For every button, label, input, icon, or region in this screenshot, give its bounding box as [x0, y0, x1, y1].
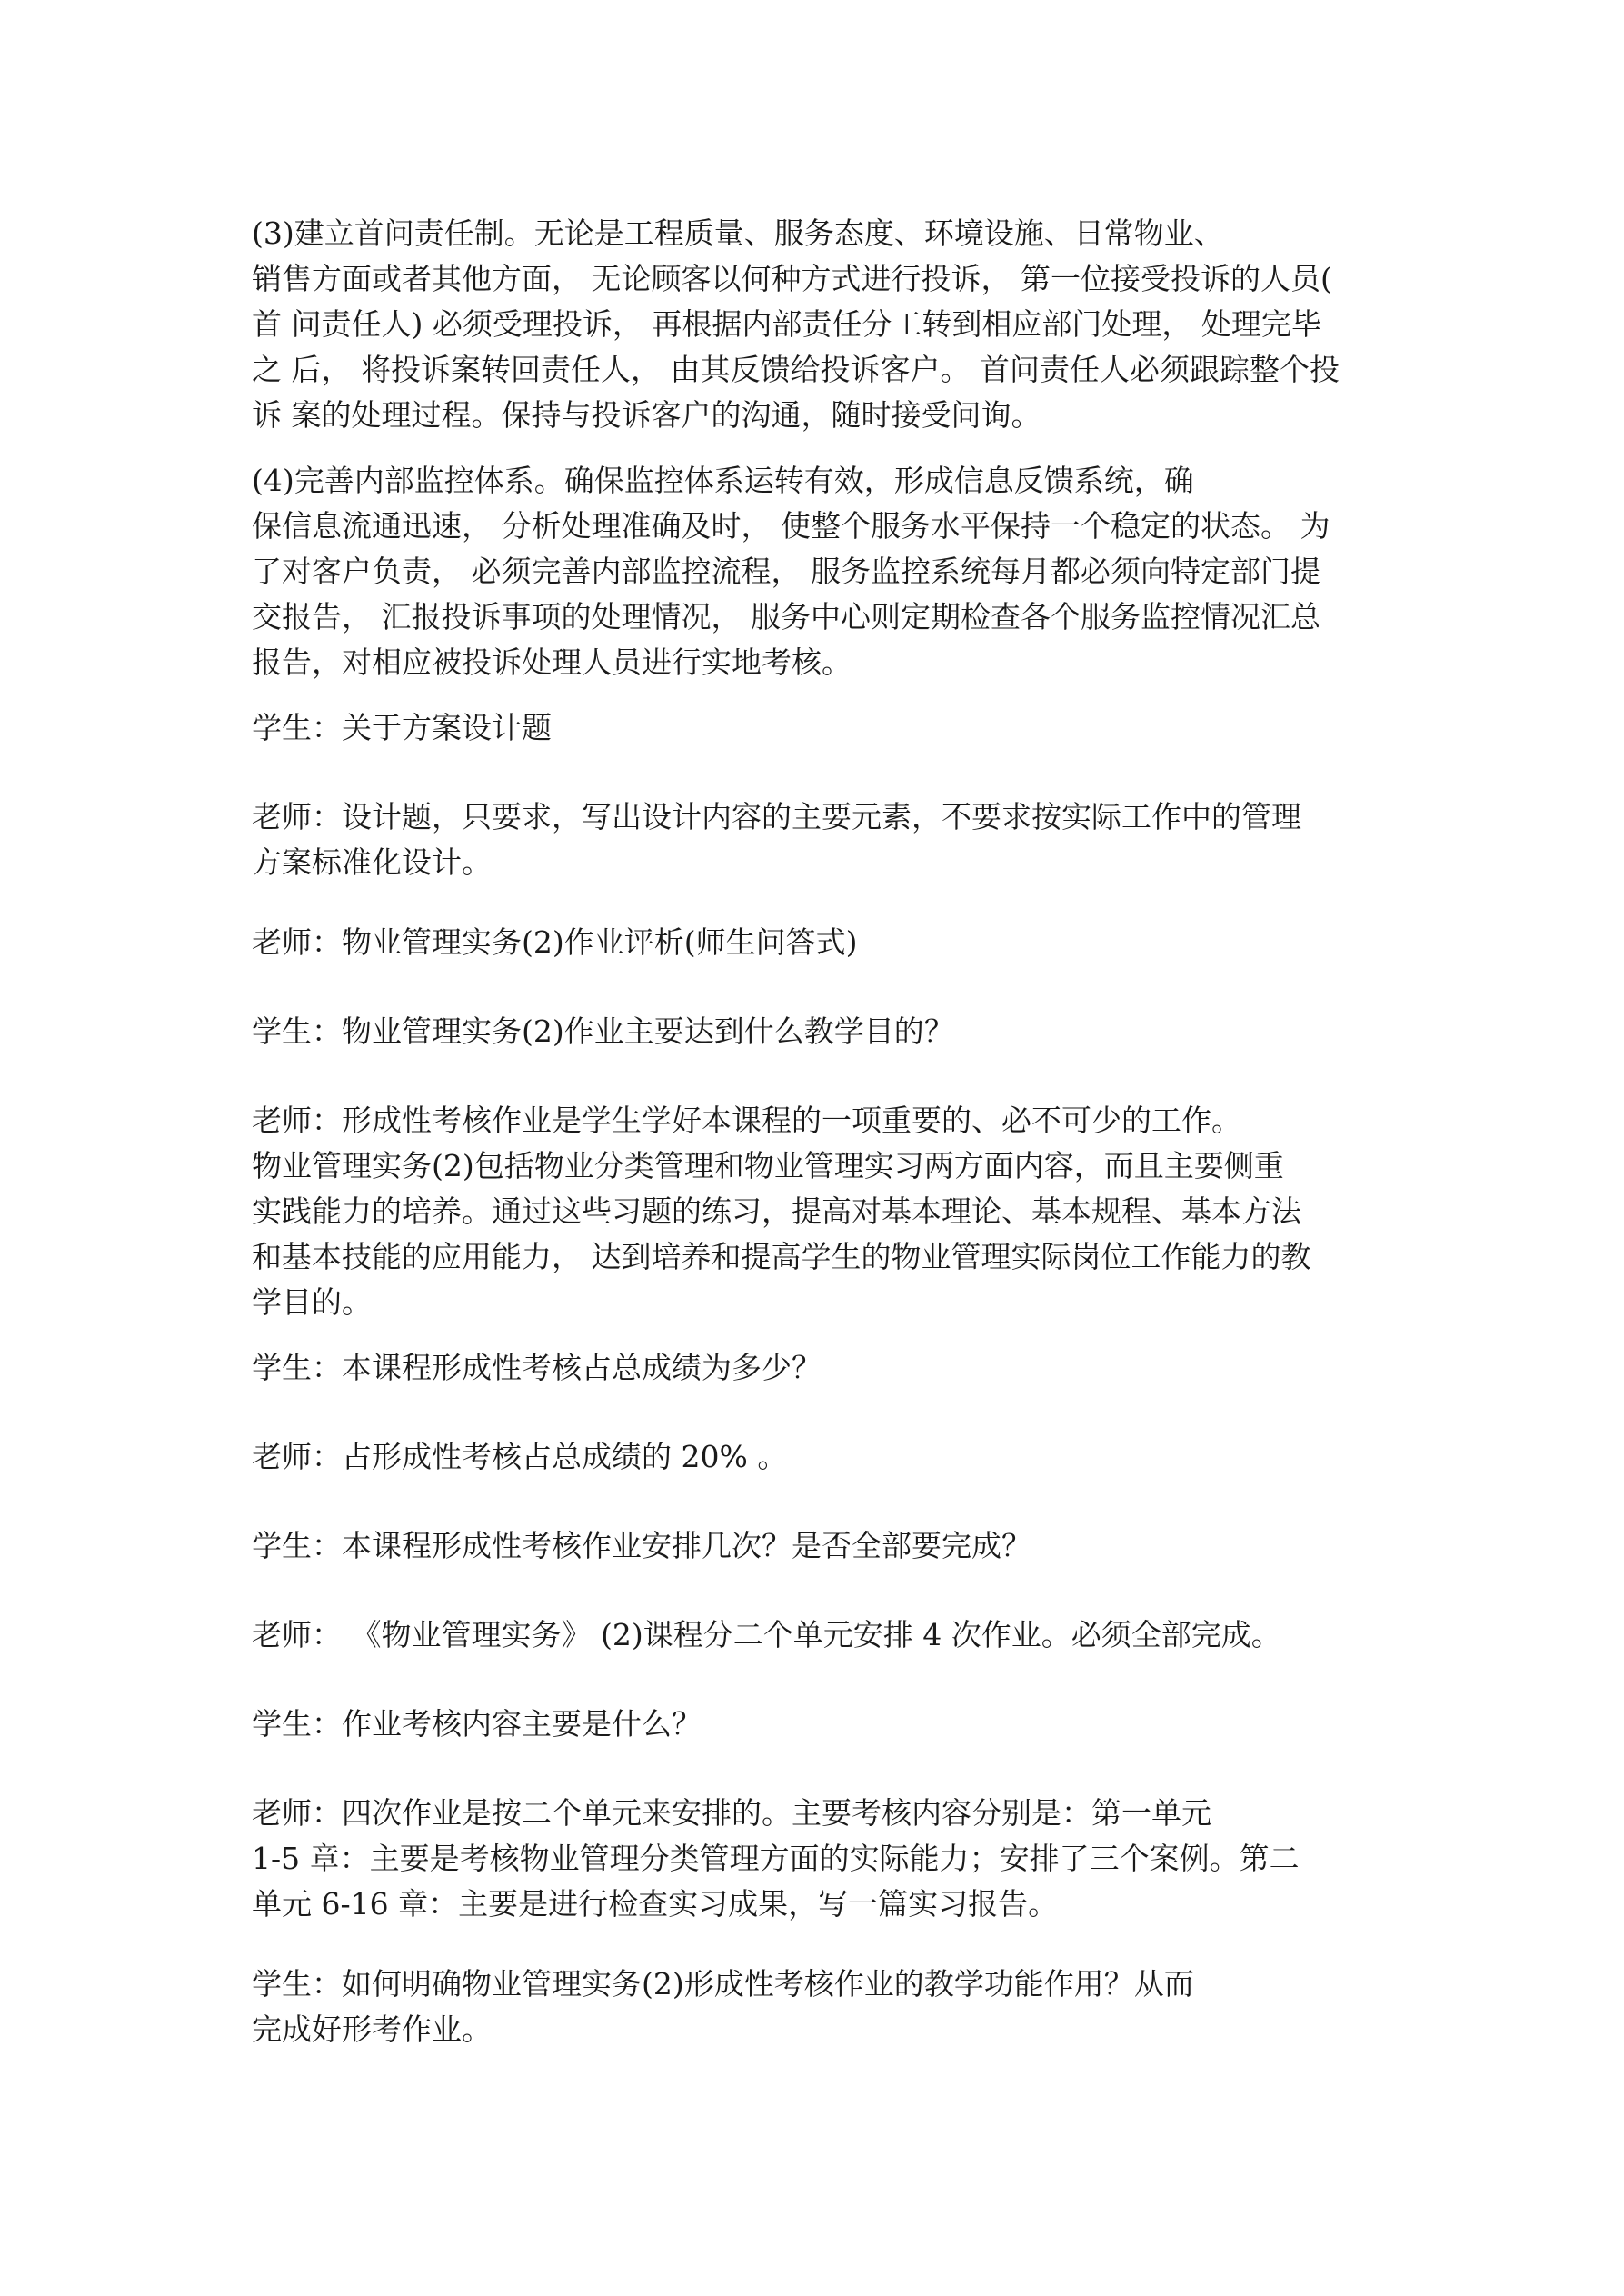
paragraph-student-teaching-function: 学生：如何明确物业管理实务(2)形成性考核作业的教学功能作用？从而 完成好形考作业。 — [252, 1966, 1194, 2047]
paragraph-student-design-question: 学生：关于方案设计题 — [252, 710, 552, 745]
paragraph-teacher-assignment-count: 老师： 《物业管理实务》 (2)课程分二个单元安排 4 次作业。必须全部完成。 — [252, 1617, 1281, 1652]
paragraph-student-assignment-count: 学生：本课程形成性考核作业安排几次？是否全部要完成？ — [252, 1528, 1031, 1563]
paragraph-teacher-score-share: 老师：占形成性考核占总成绩的 20% 。 — [252, 1439, 788, 1474]
paragraph-student-teaching-goal: 学生：物业管理实务(2)作业主要达到什么教学目的？ — [252, 1013, 954, 1049]
paragraph-internal-monitoring: (4)完善内部监控体系。确保监控体系运转有效，形成信息反馈系统，确 保信息流通迅速， 分析处理准确及时， 使整个服务水平保持一个稳定的状态。 为 了对客户负责， 必须完善内部监控流程， 服务监控系统每月都必须向特定部门提 交报告， 汇报投诉事项的处理情况， 服务中心则定期检查各个服务监控情况汇总 报告，对相应被投诉处理人员进行实地考核。 — [252, 463, 1330, 680]
paragraph-teacher-assessment-content: 老师：四次作业是按二个单元来安排的。主要考核内容分别是：第一单元 1-5 章：主要是考核物业管理分类管理方面的实际能力；安排了三个案例。第二 单元 6-16 章：主要是进行检查实习成果，写一篇实习报告。 — [252, 1795, 1300, 1922]
paragraph-first-inquiry-responsibility: (3)建立首问责任制。无论是工程质量、服务态度、环境设施、日常物业、 销售方面或者其他方面， 无论顾客以何种方式进行投诉， 第一位接受投诉的人员( 首 问责任人) 必须受理投诉， 再根据内部责任分工转到相应部门处理， 处理完毕 之 后， 将投诉案转回责任人， 由其反馈给投诉客户。 首问责任人必须跟踪整个投 诉 案的处理过程。保持与投诉客户的沟通，随时接受问询。 — [252, 215, 1340, 433]
paragraph-teacher-teaching-goal: 老师：形成性考核作业是学生学好本课程的一项重要的、必不可少的工作。 物业管理实务(2)包括物业分类管理和物业管理实习两方面内容，而且主要侧重 实践能力的培养。通过这些习题的练习，提高对基本理论、基本规程、基本方法 和基本技能的应用能力， 达到培养和提高学生的物业管理实际岗位工作能力的教 学目的。 — [252, 1103, 1311, 1320]
paragraph-student-assessment-content: 学生：作业考核内容主要是什么？ — [252, 1706, 702, 1742]
paragraph-student-score-share: 学生：本课程形成性考核占总成绩为多少？ — [252, 1350, 822, 1385]
paragraph-teacher-design-answer: 老师：设计题，只要求，写出设计内容的主要元素，不要求按实际工作中的管理 方案标准化设计。 — [252, 799, 1301, 880]
paragraph-teacher-assignment-review: 老师：物业管理实务(2)作业评析(师生问答式) — [252, 924, 858, 960]
